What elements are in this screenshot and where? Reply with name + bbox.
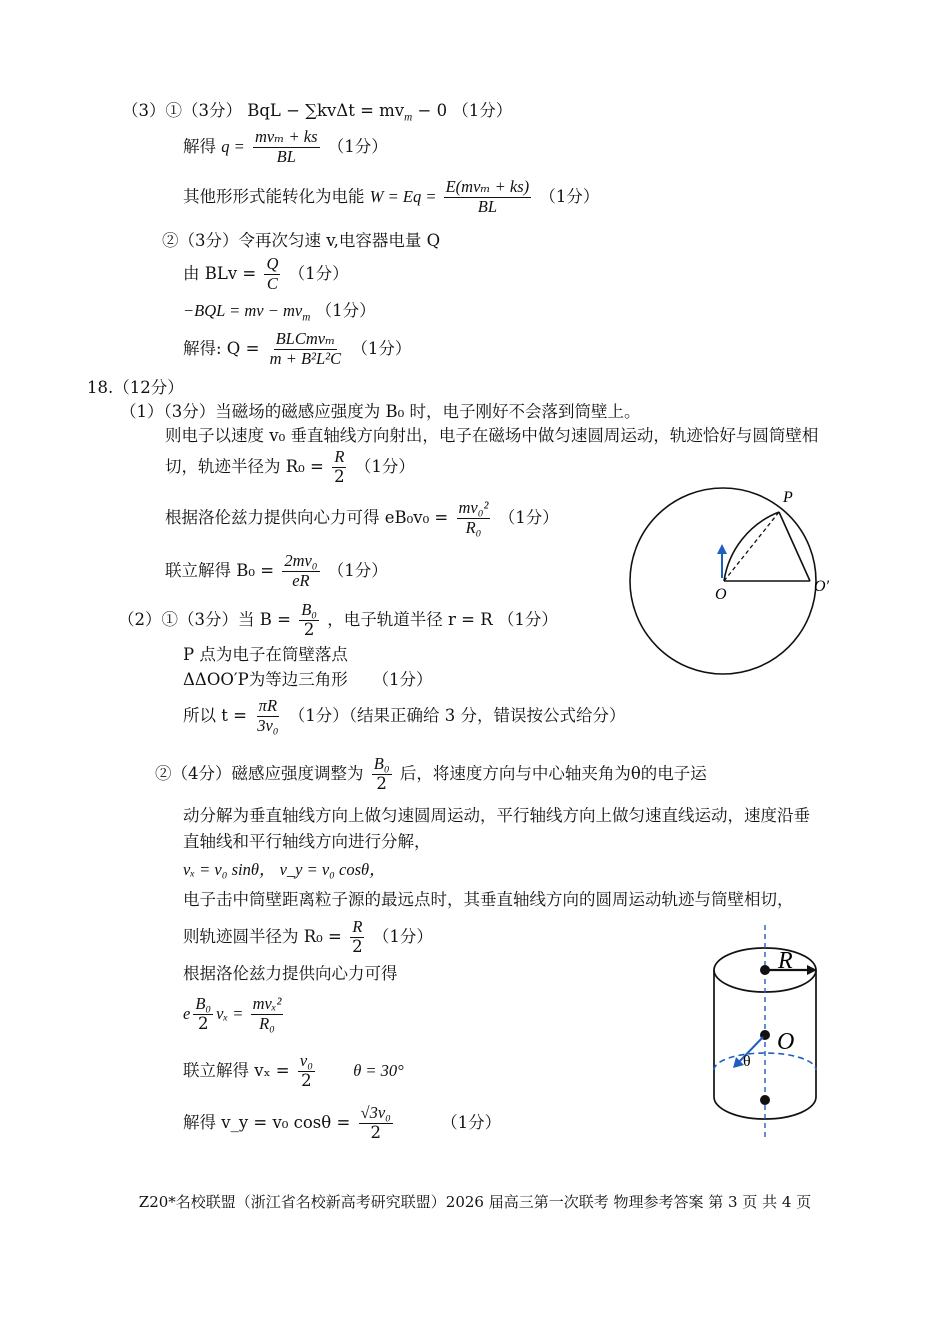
fraction-den: 2 <box>370 1122 381 1142</box>
fraction-den: BL <box>276 146 296 166</box>
fraction-qc <box>264 255 280 294</box>
eq-vx-left: 联立解得 vₓ = <box>183 1060 295 1080</box>
eq-Q-left: 解得: Q = <box>183 338 265 358</box>
fraction-num: √3v₀ <box>360 1103 391 1122</box>
fraction-q <box>253 128 320 167</box>
fraction-e <box>193 995 213 1034</box>
q18-r0b <box>183 918 433 957</box>
fraction-num: R <box>352 917 363 936</box>
label-o: O <box>715 586 727 603</box>
fraction-num: R <box>334 447 345 466</box>
fraction-vx <box>298 1052 315 1091</box>
label-o-prime: O′ <box>814 578 830 595</box>
fraction-den: R₀ <box>465 517 482 537</box>
figure-circle-trajectory <box>615 478 830 683</box>
label-p: P <box>783 489 793 506</box>
eq-theta: θ = 30° <box>353 1060 404 1080</box>
fraction-b2 <box>372 755 392 794</box>
q18-eq-e <box>183 995 286 1034</box>
question-18-title: 18.（12分） <box>87 378 184 397</box>
fraction-den: 3v₀ <box>257 715 279 735</box>
eq-e-pre: e <box>183 1003 191 1023</box>
fraction-num: BLCmvₘ <box>275 329 336 348</box>
fraction-num: πR <box>258 696 278 715</box>
top-center-dot <box>760 965 770 975</box>
answer-blv <box>183 255 349 294</box>
eq-bql: −BQL = mv − mv <box>183 301 303 320</box>
bottom-center-dot <box>760 1095 770 1105</box>
label-theta: θ <box>743 1053 751 1070</box>
score: （1分） <box>372 926 433 946</box>
q18-point-p: P 点为电子在筒壁落点 <box>183 645 348 664</box>
fraction-w <box>444 178 532 217</box>
score: （1分） <box>539 186 600 206</box>
q18-time <box>183 697 626 736</box>
text-radius: ，电子轨道半径 r = R （1分） <box>327 609 558 629</box>
fraction-num: B₀ <box>301 600 318 619</box>
eq-t-left: 所以 t = <box>183 705 253 725</box>
answer-3-1: （3）①（3分） BqL − $\sum kv\Delta t = mv_m - 0$ （1分） <box>122 101 513 124</box>
eq-b-left: （2）①（3分）当 B = <box>118 609 297 629</box>
q18-b0 <box>165 552 388 591</box>
fraction-t <box>255 697 280 736</box>
q18-part1-line1: （1）（3分）当磁场的磁感应强度为 B₀ 时，电子刚好不会落到筒壁上。 <box>120 402 641 421</box>
score: （1分）（结果正确给 3 分，错误按公式给分） <box>288 705 626 725</box>
fraction-den: 2 <box>376 773 387 793</box>
q18-decompose-2: 直轴线和平行轴线方向进行分解， <box>183 832 431 851</box>
fraction-b0 <box>282 552 319 591</box>
fraction-den: C <box>266 273 278 293</box>
eq-r0b-left: 则轨迹圆半径为 R₀ = <box>183 926 348 946</box>
eq-vy-left: 解得 v_y = v₀ cosθ = <box>183 1112 356 1132</box>
text-adjust-rest: 后，将速度方向与中心轴夹角为θ的电子运 <box>399 763 707 783</box>
fraction-den: BL <box>477 196 497 216</box>
q18-lorentz-2: 根据洛伦兹力提供向心力可得 <box>183 964 398 983</box>
q18-part2-2 <box>155 755 707 794</box>
label-r: R <box>778 948 793 974</box>
q18-decompose-1: 动分解为垂直轴线方向上做匀速圆周运动，平行轴线方向上做匀速直线运动，速度沿垂 <box>183 806 810 825</box>
fraction-num: Q <box>266 254 279 273</box>
q18-velocity-components: vₓ = v₀ sinθ， v_y = v₀ cosθ， <box>183 860 386 879</box>
velocity-arrow-head <box>717 544 727 554</box>
q18-lorentz <box>165 499 559 538</box>
text-adjust: ②（4分）磁感应强度调整为 <box>155 763 369 783</box>
page-footer: Z20*名校联盟（浙江省名校新高考研究联盟）2026 届高三第一次联考 物理参考答案 第 3 页 共 4 页 <box>138 1193 812 1211</box>
fraction-num: mvₘ + ks <box>255 127 318 146</box>
q18-part1-line2: 则电子以速度 v₀ 垂直轴线方向射出，电子在磁场中做匀速圆周运动，轨迹恰好与圆筒壁相 <box>165 426 819 445</box>
fraction-num: B₀ <box>373 754 390 773</box>
fraction-num: mvₓ² <box>252 994 282 1013</box>
score: （1分） <box>498 507 559 527</box>
answer-3-2: ②（3分）令再次匀速 v,电容器电量 Q <box>162 231 441 250</box>
eq-w-left: W = Eq = <box>369 186 441 206</box>
fraction-r0 <box>332 448 347 487</box>
fraction-den: m + B²L²C <box>269 348 342 368</box>
fraction-lorentz <box>457 499 491 538</box>
eq-lorentz-left: 根据洛伦兹力提供向心力可得 eB₀v₀ = <box>165 507 454 527</box>
fraction-den: eR <box>292 570 310 590</box>
fraction-num: mv₀² <box>458 498 489 517</box>
score: （1分） <box>327 560 388 580</box>
score: （1分） <box>441 1112 502 1132</box>
fraction-num: B₀ <box>195 994 212 1013</box>
label-o: O <box>777 1029 795 1055</box>
fraction-Q <box>268 330 343 369</box>
answer-w <box>183 178 599 217</box>
q18-farthest: 电子击中筒壁距离粒子源的最远点时，其垂直轴线方向的圆周运动轨迹与筒壁相切， <box>183 890 794 909</box>
eq-b0-left: 联立解得 B₀ = <box>165 560 280 580</box>
fraction-vy <box>359 1104 393 1143</box>
fraction-den: 2 <box>197 1013 209 1033</box>
fraction-den: 2 <box>301 1070 312 1090</box>
q18-triangle: ΔΔOO′P为等边三角形 （1分） <box>183 670 433 689</box>
q18-vx <box>183 1052 404 1091</box>
q18-vy <box>183 1104 501 1143</box>
q18-r0 <box>165 448 415 487</box>
score: （1分） <box>327 136 388 156</box>
answer-Q <box>183 330 411 369</box>
fraction-b <box>299 601 319 640</box>
fraction-e-right <box>251 995 284 1034</box>
fraction-den: 2 <box>303 619 315 639</box>
chord-op <box>724 512 779 581</box>
score: （1分） <box>315 301 376 320</box>
score: （1分） <box>351 338 412 358</box>
fraction-den: 2 <box>334 466 345 486</box>
answer-q: 解得 q = mvₘ + ks BL （1分） <box>183 127 388 166</box>
fraction-den: R₀ <box>259 1013 275 1033</box>
eq-r0-left: 切，轨迹半径为 R₀ = <box>165 456 330 476</box>
fraction-num: v₀ <box>299 1051 313 1070</box>
text-energy: 其他形形式能转化为电能 <box>183 186 370 206</box>
fraction-num: 2mv₀ <box>284 551 318 570</box>
q18-part2 <box>118 601 558 640</box>
eq-e-mid: vₓ = <box>216 1003 248 1023</box>
eq-momentum: （3）①（3分） BqL − ∑kvΔt = mv <box>122 101 405 120</box>
fraction-den: 2 <box>352 936 363 956</box>
score: （1分） <box>354 456 415 476</box>
fraction-num: E(mvₘ + ks) <box>445 177 530 196</box>
label-solve: 解得 <box>183 136 222 156</box>
eq-blv: 由 BLv = <box>183 263 262 283</box>
figure-cylinder <box>705 920 830 1145</box>
score: （1分） <box>288 263 349 283</box>
answer-bql: −BQL = mv − $mv_m$ （1分） <box>183 301 376 324</box>
eq-momentum-end: − 0 （1分） <box>412 101 513 120</box>
fraction-r0b <box>350 918 365 957</box>
